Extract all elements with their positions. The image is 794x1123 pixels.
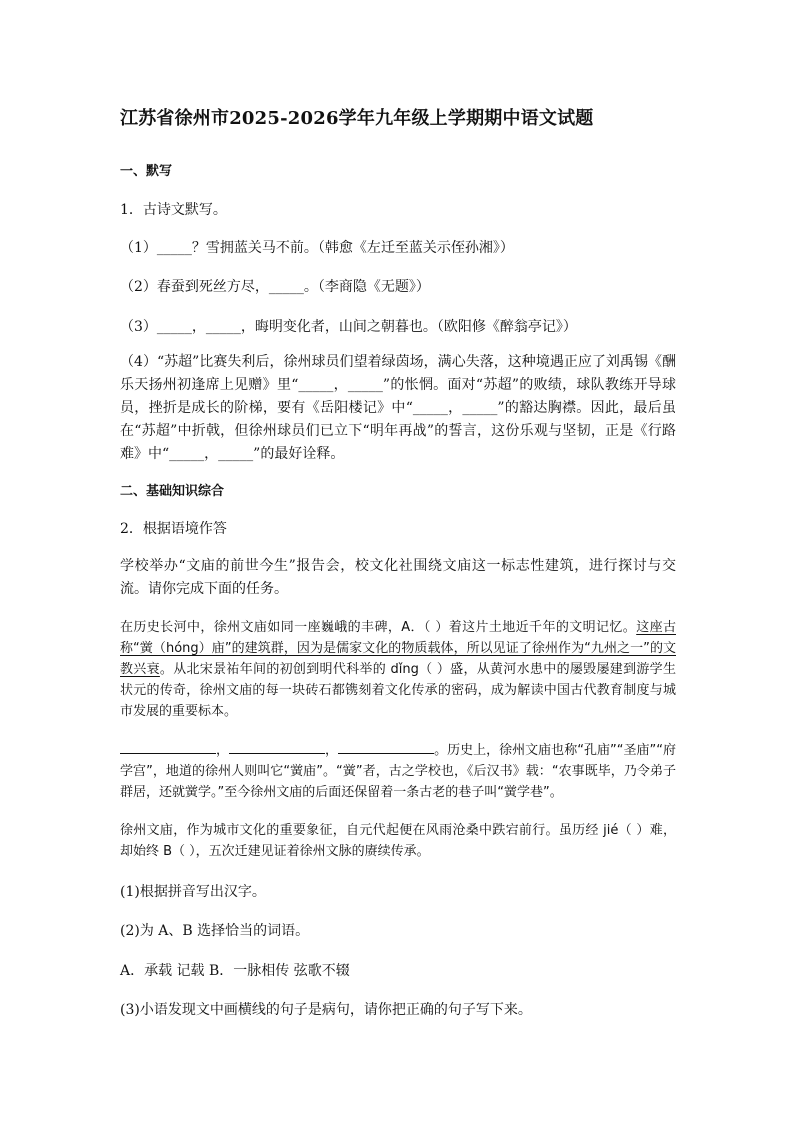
question-2-intro: 学校举办“文庙的前世今生”报告会，校文化社围绕文庙这一标志性建筑，进行探讨与交流。请你完成下面的任务。 [120,558,676,597]
passage-1-remainder: 。从北宋景祐年间的初创到明代科举的 dǐng（ ）盛，从黄河水患中的屡毁屡建到游学生状元的传奇，徐州文庙的每一块砖石都镌刻着文化传承的密码，成为解读中国古代教育制度与城市发展的重要标本。 [120,662,676,719]
question-2-sub-1: (1)根据拼音写出汉字。 [120,884,266,900]
section-heading-basic-knowledge: 二、基础知识综合 [120,484,225,499]
exam-title: 江苏省徐州市2025-2026学年九年级上学期期中语文试题 [120,108,594,129]
question-1-item-4: （4）“苏超”比赛失利后，徐州球员们望着绿茵场，满心失落，这种境遇正应了刘禹锡《酬乐天扬州初逢席上见赠》里“_____，_____”的怅惘。面对“苏超”的败绩，球队教练开导球员，挫折是成长的阶梯，要有《岳阳楼记》中“_____，_____”的豁达胸襟。因此，最后虽在“苏超”中折戟，但徐州球员们已立下“明年再战”的誓言，这份乐观与坚韧，正是《行路难》中“_____，_____”的最好诠释。 [120,354,676,462]
passage-1-sentence-a: 在历史长河中，徐州文庙如同一座巍峨的丰碑，A．（ ）着这片土地近千年的文明记忆。 [120,620,637,635]
question-1-item-2: （2）春蚕到死丝方尽，_____。（李商隐《无题》） [120,279,430,295]
passage-paragraph-3: 徐州文庙，作为城市文化的重要象征，自元代起便在风雨沧桑中跌宕前行。虽历经 jié（ ）难，却始终 B（ ），五次迁建见证着徐州文脉的赓续传承。 [120,823,676,859]
question-2-stem: 2．根据语境作答 [120,521,227,537]
question-1-stem: 1．古诗文默写。 [120,202,227,218]
passage-paragraph-1 [120,617,676,722]
answer-blank-3[interactable] [338,752,434,754]
question-1-item-3: （3）_____，_____，晦明变化者，山间之朝暮也。（欧阳修《醉翁亭记》） [120,319,577,335]
answer-blank-1[interactable] [120,752,216,754]
answer-blank-2[interactable] [229,752,325,754]
question-1-item-1: （1）_____？雪拥蓝关马不前。（韩愈《左迁至蓝关示侄孙湘》） [120,240,514,256]
question-2-sub-3: (3)小语发现文中画横线的句子是病句，请你把正确的句子写下来。 [120,1002,532,1018]
underlined-sick-sentence: 这座古称“黉（hóng）庙”的建筑群，因为是儒家文化的物质载体，所以见证了徐州作为“九州之一”的文教兴衰 [120,620,676,677]
question-2-sub-2: (2)为 A、B 选择恰当的词语。 [120,923,310,939]
question-2-options: A．承载 记载 B．一脉相传 弦歌不辍 [120,963,350,979]
passage-2-text: 。历史上，徐州文庙也称“孔庙”“圣庙”“府学宫”，地道的徐州人则叫它“黉庙”。“黉”者，古之学校也，《后汉书》载：“农事既毕，乃令弟子群居，还就黉学。”至今徐州文庙的后面还保留着一条古老的巷子叫“黉学巷”。 [120,743,676,800]
section-heading-dictation: 一、默写 [120,164,173,179]
passage-paragraph-2: ， ， 。历史上，徐州文庙也称“孔庙”“圣庙”“府学宫”，地道的徐州人则叫它“黉庙”。“黉”者，古之学校也，《后汉书》载：“农事既毕，乃令弟子群居，还就黉学。”至今徐州文庙的后面还保留着一条古老的巷子叫“黉学巷”。 [120,743,676,800]
